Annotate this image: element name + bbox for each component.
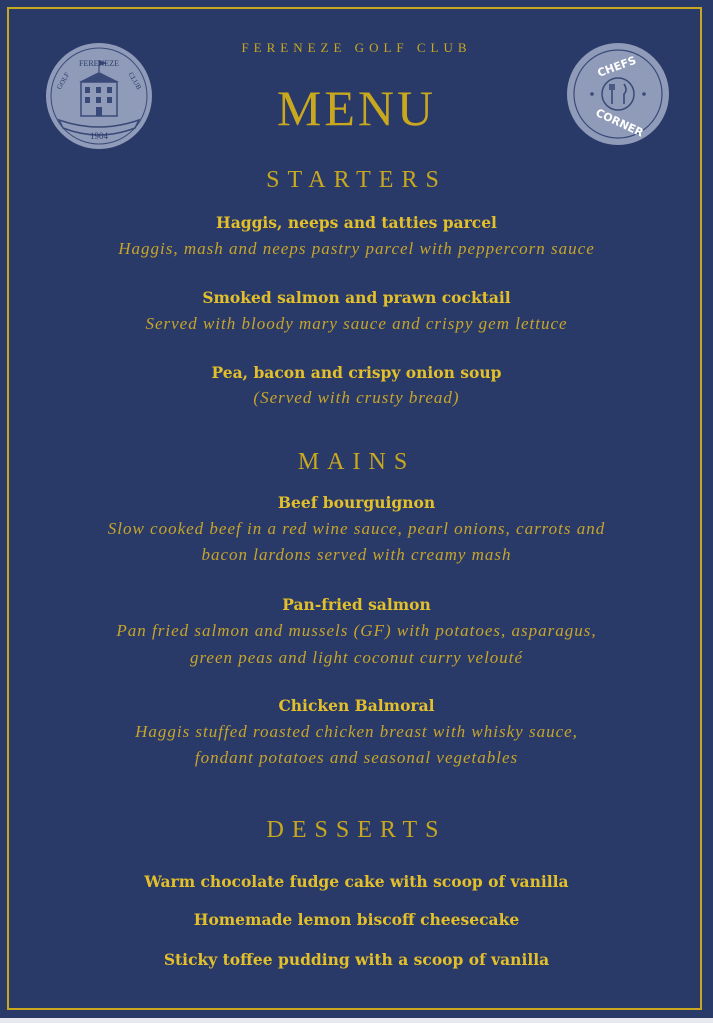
main-item-name: Chicken Balmoral bbox=[278, 696, 435, 715]
starter-item-desc: Haggis, mash and neeps pastry parcel with peppercorn sauce bbox=[118, 239, 595, 258]
chefs-logo-bottom-text: CORNER bbox=[593, 106, 646, 140]
crest-top-text: FERENEZE bbox=[79, 59, 119, 68]
starter-item-name: Smoked salmon and prawn cocktail bbox=[202, 288, 511, 307]
starter-item-desc: Served with bloody mary sauce and crispy gem lettuce bbox=[145, 314, 568, 333]
main-item-desc: Pan fried salmon and mussels (GF) with potatoes, asparagus, bbox=[116, 621, 597, 640]
menu-title: MENU bbox=[276, 80, 437, 136]
mains-heading: MAINS bbox=[297, 449, 416, 475]
main-item-desc: green peas and light coconut curry velouté bbox=[189, 648, 524, 667]
main-item-name: Pan-fried salmon bbox=[282, 595, 431, 614]
starter-item-name: Haggis, neeps and tatties parcel bbox=[216, 213, 497, 232]
starters-heading: STARTERS bbox=[266, 167, 447, 193]
main-item-desc: fondant potatoes and seasonal vegetables bbox=[194, 748, 519, 767]
main-item-desc: Slow cooked beef in a red wine sauce, pearl onions, carrots and bbox=[107, 519, 606, 538]
crest-year: 1904 bbox=[90, 131, 108, 141]
dessert-item-name: Sticky toffee pudding with a scoop of vanilla bbox=[163, 950, 550, 969]
club-name: FERENEZE GOLF CLUB bbox=[241, 40, 472, 55]
main-item-name: Beef bourguignon bbox=[277, 493, 436, 512]
main-item-desc: bacon lardons served with creamy mash bbox=[201, 545, 512, 564]
desserts-heading: DESSERTS bbox=[266, 817, 447, 843]
main-item-desc: Haggis stuffed roasted chicken breast with whisky sauce, bbox=[135, 722, 578, 741]
crest-right-text: CLUB bbox=[126, 70, 143, 92]
crest-left-text: GOLF bbox=[55, 71, 72, 91]
chefs-logo-top-text: CHEFS bbox=[595, 53, 638, 80]
starter-item-desc: (Served with crusty bread) bbox=[253, 388, 460, 407]
starter-item-name: Pea, bacon and crispy onion soup bbox=[211, 363, 502, 382]
dessert-item-name: Homemade lemon biscoff cheesecake bbox=[193, 910, 520, 929]
dessert-item-name: Warm chocolate fudge cake with scoop of vanilla bbox=[144, 872, 569, 891]
